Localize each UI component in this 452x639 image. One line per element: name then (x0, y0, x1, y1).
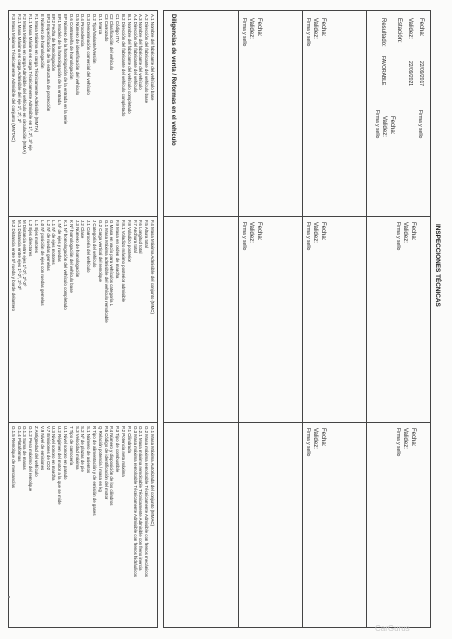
resultado-value: FAVORABLE (380, 56, 386, 86)
fecha-label: Fecha: (418, 18, 424, 37)
firma-sello-label: Firma y sello (395, 222, 401, 251)
code-row: L.1 Ejes motores (34, 220, 39, 253)
inspection-grid-frame (163, 10, 431, 628)
code-row: V.7 Emisiones de CO2 (45, 426, 51, 471)
fecha-label: Fecha: (410, 222, 416, 241)
code-row: O.2 Masa máxima remolcable Técnicamente Admisible con frenos mecánicos (144, 426, 150, 577)
code-row: Q Relación potencia / masa en kg (97, 426, 103, 492)
code-row: O.1.5 Remolque de mercancías (10, 426, 16, 488)
validez-label: Validez: (381, 116, 387, 137)
code-row: Z Antigüedad del vehículo (34, 426, 39, 477)
firma-sello-label: Firma y sello (305, 18, 311, 47)
code-row: S.1 Número de asientos (86, 426, 92, 474)
code-row: F.9 Masa en orden de marcha (115, 220, 121, 279)
code-row: L Nº de ejes y ruedas (57, 220, 63, 262)
firma-sello-label: Firma y sello (305, 222, 311, 251)
grid-row-divider (238, 10, 239, 628)
code-row: C3 Carrozado (103, 14, 109, 42)
validez-label: Validez: (407, 18, 413, 39)
code-row: A.2 Dirección del fabricante del vehículo base (144, 14, 150, 104)
code-row: F.1.1 Masa Máxima en carga Técnicamente Admisible en 1º, 2º, 3º eje (28, 14, 34, 151)
code-row: J.2 Clase (80, 220, 86, 239)
diligencias-heading: Diligencias de venta / Reformas en el vehículo (170, 14, 176, 146)
code-row: S.2 Nº de plazas de pie (80, 426, 86, 472)
code-row: M.2 Distancia entre 5ª rueda y borde delantero (10, 220, 16, 311)
code-row: M Distancia entre ejes 1º-2º, 2º-3º (22, 220, 28, 287)
codes-column-divider (8, 216, 158, 217)
validez-label: Validez: (312, 18, 318, 39)
code-row: L.0 Nº posición de ejes con ruedas gemelas (39, 220, 45, 306)
code-row: P.2 Potencia neta máxima (121, 426, 126, 477)
fecha-label: Fecha: (320, 428, 326, 447)
watermark-logo: CarGurus (375, 624, 410, 633)
codes-column-divider (8, 422, 158, 423)
code-row: O.1.3 Suma de masas (22, 426, 28, 470)
code-row: T Tipo de carrocería (68, 426, 74, 466)
code-row: P.3 Tipo de combustible (115, 426, 121, 473)
code-row: D.4 Procedencia (80, 14, 86, 47)
code-row: R Tipo de alimentación y de emisión de gases (92, 426, 97, 516)
grid-row-divider (302, 10, 303, 628)
firma-sello-label: Firma y sello (241, 222, 247, 251)
punch-mark (8, 38, 10, 40)
code-row: F.2 Masa Máxima en carga Admisible del vehículo en circulación (MMA) (22, 14, 28, 154)
code-row: B.1 Nombre del fabricante del vehículo completado (126, 14, 132, 114)
code-row: U.3 Nivel sonoro en marcha (51, 426, 57, 481)
code-row: EP Número de la homologación de la entrada en la serie (63, 14, 68, 125)
code-row: U.2 Régimen del motor a la que se mide (57, 426, 63, 505)
validez-label: Validez: (248, 222, 254, 243)
code-row: F.2.1 Masa Máxima en carga Admisible del eje 1º, 2º, 3º (16, 14, 22, 123)
code-row: A.3 Nombre del fabricante del vehículo (138, 14, 144, 90)
code-row: G.2 Carga vertical del remolque (97, 220, 103, 282)
code-row: F.6 Longitud total (138, 220, 144, 254)
punch-mark (8, 596, 10, 598)
code-row: EP.1 Modelo de la homologación de la entrada (57, 14, 63, 105)
code-row: F.1 Masa Máxima en carga Técnicamente Admisible (MMTA) (34, 14, 39, 133)
code-row: F.8 Voladizo posterior (126, 220, 132, 262)
code-row: G Masa en vacío para vehículos categoría L (109, 220, 115, 307)
code-row: E Número de homologación (39, 14, 45, 69)
code-row: S.3 Velocidad máxima (74, 426, 80, 470)
fecha-value: 22/09/2017 (418, 61, 424, 87)
code-row: L.2 Nº de ruedas gemelas (45, 220, 51, 271)
code-row: D.3 Denominación comercial del vehículo (86, 14, 92, 95)
fecha-label: Fecha: (389, 116, 395, 135)
code-row: J.1 Carrocería del vehículo (86, 220, 92, 273)
code-row: P.1 Cilindrada (126, 426, 132, 454)
grid-row-divider (366, 10, 367, 628)
code-row: A.4 Dirección del fabricante del vehículo (132, 14, 138, 93)
code-row: J Categoría del vehículo (92, 220, 97, 268)
estacion-label: Estación: (396, 18, 402, 43)
code-row: EP.3 Especificación de la estructura de protección (45, 14, 51, 112)
validez-label: Validez: (312, 428, 318, 449)
code-row: O.1.4 Plataformas (16, 426, 22, 462)
validez-label: Validez: (402, 428, 408, 449)
firma-sello-label: Firma y sello (374, 110, 380, 139)
code-row: F.4 Masa Máxima Admisible del conjunto (MMC) (150, 220, 155, 314)
code-row: B.2 Dirección del fabricante del vehículo completado (121, 14, 126, 117)
firma-sello-label: Firma y sello (395, 428, 401, 457)
code-row: L.2 Ejes directores (28, 220, 34, 257)
code-row: D.5 Número de identificación del vehículo (74, 14, 80, 96)
code-row: D.1 Marca (97, 14, 103, 35)
code-row: M.1 Distancia entre ejes 1º-2º, 2º-3º (16, 220, 22, 290)
code-row: P.5 Código de identificación del motor (103, 426, 109, 500)
fecha-label: Fecha: (256, 222, 262, 241)
sheet-title: INSPECCIONES TÉCNICAS (434, 224, 441, 307)
fecha-label: Fecha: (410, 428, 416, 447)
code-row: O.3 Masa máxima remolcable Técnicamente Admisible con frenos hidráulicos (132, 426, 138, 577)
firma-sello-label: Firma y sello (417, 110, 423, 139)
code-row: C1 Código ITV (115, 14, 121, 43)
fecha-label: Fecha: (256, 18, 262, 37)
code-row: L.1 Nº de ejes motores (51, 220, 57, 265)
code-row: F.8.1 Voladizo máximo posterior admisible (121, 220, 126, 302)
code-row: P.4 Número y disposición de los cilindros (109, 426, 115, 506)
code-row: F.5 Altura total (144, 220, 150, 248)
grid-column-divider (163, 216, 431, 217)
firma-sello-label: Firma y sello (305, 428, 311, 457)
code-row: O.1.2 Peso máximo del remolque (28, 426, 34, 492)
resultado-label: Resultado: (380, 18, 386, 47)
code-row: U.1 Nivel sonoro en parado (63, 426, 68, 480)
code-row: A.1 Nombre del fabricante del vehículo base (150, 14, 155, 101)
code-row: D.6 Contraseña de homologación (68, 14, 74, 80)
code-row: C2 Clasificación del vehículo (109, 14, 115, 71)
code-row: F.3 Masa Máxima Técnicamente Admisible del conjunto (MMTAC) (10, 14, 16, 142)
validez-label: Validez: (402, 222, 408, 243)
fecha-label: Fecha: (320, 222, 326, 241)
code-row: K.1 Nº homologación del vehículo completado (63, 220, 68, 310)
code-row: K Nº homologación del vehículo base (68, 220, 74, 293)
code-row: O.2.1 Masa máxima remolcable Técnicamente Admisible con freno inercia (138, 426, 144, 571)
code-row: O.1 Masa Máxima Autorizada del conjunto (MMAC) (150, 426, 155, 527)
code-row: V.9 Nivel de emisiones (39, 426, 45, 471)
code-row: G.1 Masa Máxima admisible del vehículo remolcable (103, 220, 109, 323)
code-row: F.7 Anchura total (132, 220, 138, 253)
code-row: J.3 Número de homologación (74, 220, 80, 278)
validez-value: 22/09/2021 (407, 61, 413, 87)
code-row: D.2 Tipo/Variante/Versión (92, 14, 97, 64)
validez-label: Validez: (248, 18, 254, 39)
inspection-sheet-rotated (6, 6, 446, 633)
code-row: EP.2 Fecha de homologación (51, 14, 57, 72)
fecha-label: Fecha: (320, 18, 326, 37)
grid-column-divider (163, 422, 431, 423)
firma-sello-label: Firma y sello (241, 18, 247, 47)
validez-label: Validez: (312, 222, 318, 243)
